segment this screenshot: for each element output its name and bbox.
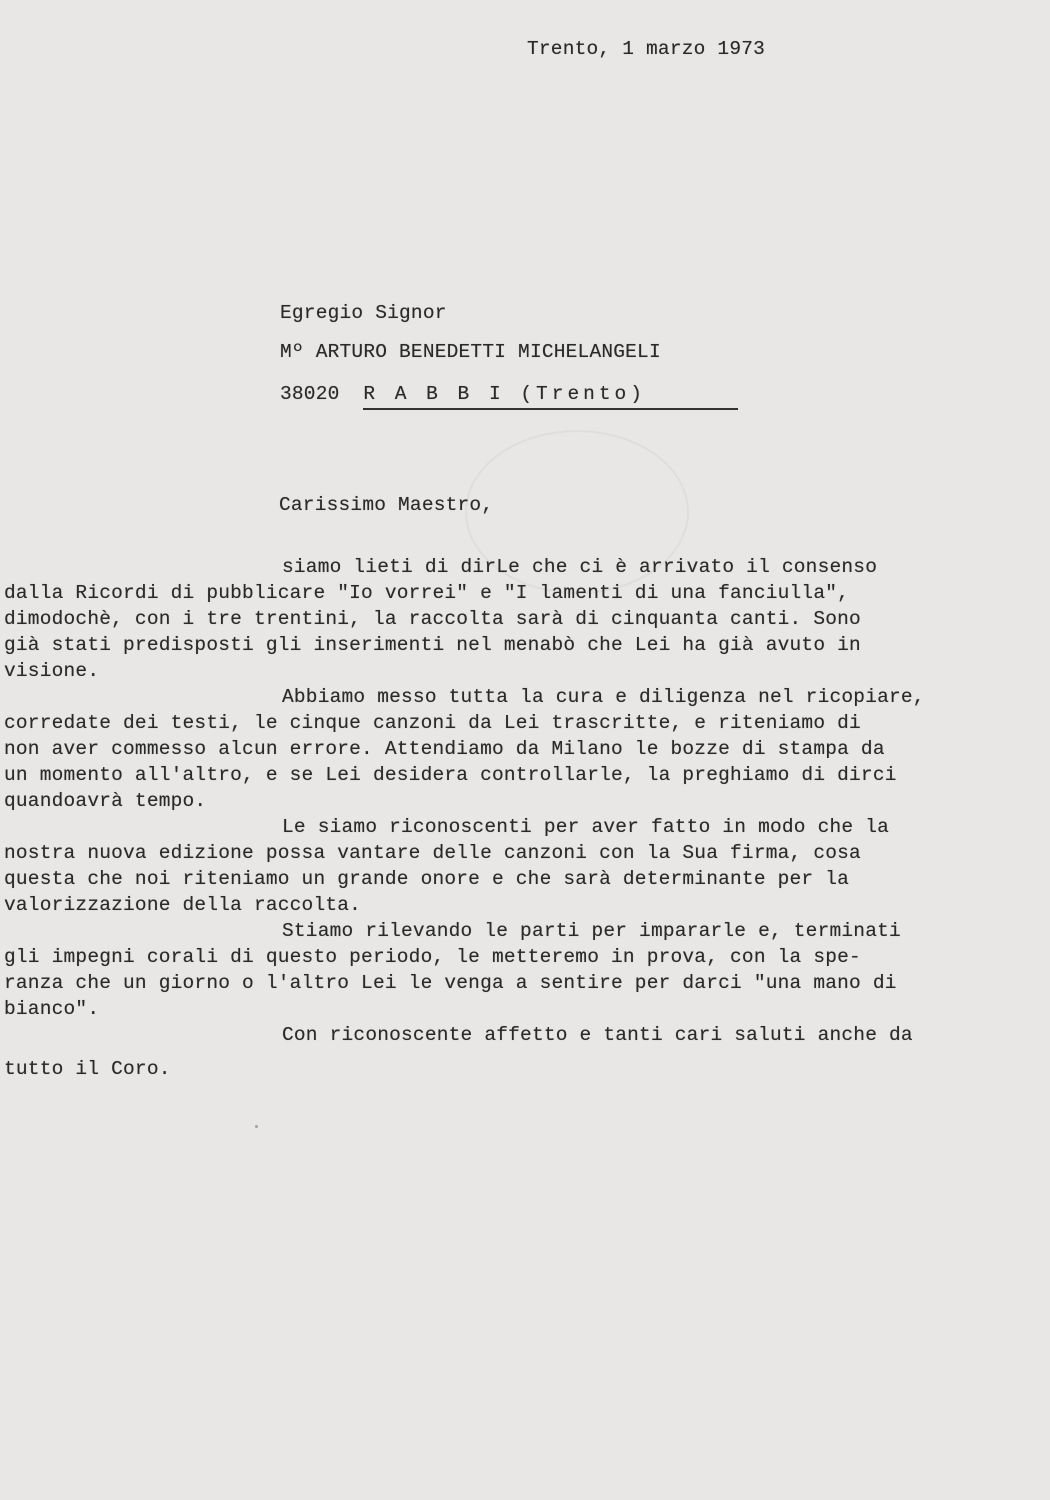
- body-line: valorizzazione della raccolta.: [4, 894, 362, 916]
- recipient-greeting: Egregio Signor: [280, 302, 447, 324]
- body-line: corredate dei testi, le cinque canzoni da Lei trascritte, e riteniamo di: [4, 712, 861, 734]
- body-line: quandoavrà tempo.: [4, 790, 207, 812]
- closing-line: tutto il Coro.: [4, 1058, 171, 1080]
- body-line: gli impegni corali di questo periodo, le metteremo in prova, con la spe-: [4, 946, 861, 968]
- body-line: dalla Ricordi di pubblicare "Io vorrei" e "I lamenti di una fanciulla",: [4, 582, 850, 604]
- body-line: visione.: [4, 660, 100, 682]
- closing-line: Con riconoscente affetto e tanti cari saluti anche da: [282, 1024, 913, 1046]
- body-line: dimodochè, con i tre trentini, la raccolta sarà di cinquanta canti. Sono: [4, 608, 861, 630]
- body-line: siamo lieti di dirLe che ci è arrivato il consenso: [282, 556, 878, 578]
- recipient-postcode: 38020: [280, 383, 340, 405]
- recipient-city: R A B B I (Trento): [363, 381, 738, 410]
- body-line: un momento all'altro, e se Lei desidera controllarle, la preghiamo di dirci: [4, 764, 897, 786]
- body-line: Le siamo riconoscenti per aver fatto in modo che la: [282, 816, 889, 838]
- recipient-name: Mº ARTURO BENEDETTI MICHELANGELI: [280, 341, 661, 363]
- body-line: non aver commesso alcun errore. Attendiamo da Milano le bozze di stampa da: [4, 738, 885, 760]
- body-line: nostra nuova edizione possa vantare delle canzoni con la Sua firma, cosa: [4, 842, 861, 864]
- letter-date: Trento, 1 marzo 1973: [527, 38, 766, 60]
- body-line: già stati predisposti gli inserimenti nel menabò che Lei ha già avuto in: [4, 634, 861, 656]
- body-line: questa che noi riteniamo un grande onore e che sarà determinante per la: [4, 868, 850, 890]
- body-line: Abbiamo messo tutta la cura e diligenza nel ricopiare,: [282, 686, 925, 708]
- recipient-address: [280, 381, 738, 410]
- body-line: Stiamo rilevando le parti per impararle e, terminati: [282, 920, 901, 942]
- body-line: ranza che un giorno o l'altro Lei le venga a sentire per darci "una mano di: [4, 972, 897, 994]
- body-line: bianco".: [4, 998, 100, 1020]
- salutation: Carissimo Maestro,: [279, 494, 494, 516]
- paper-fleck: [255, 1125, 258, 1128]
